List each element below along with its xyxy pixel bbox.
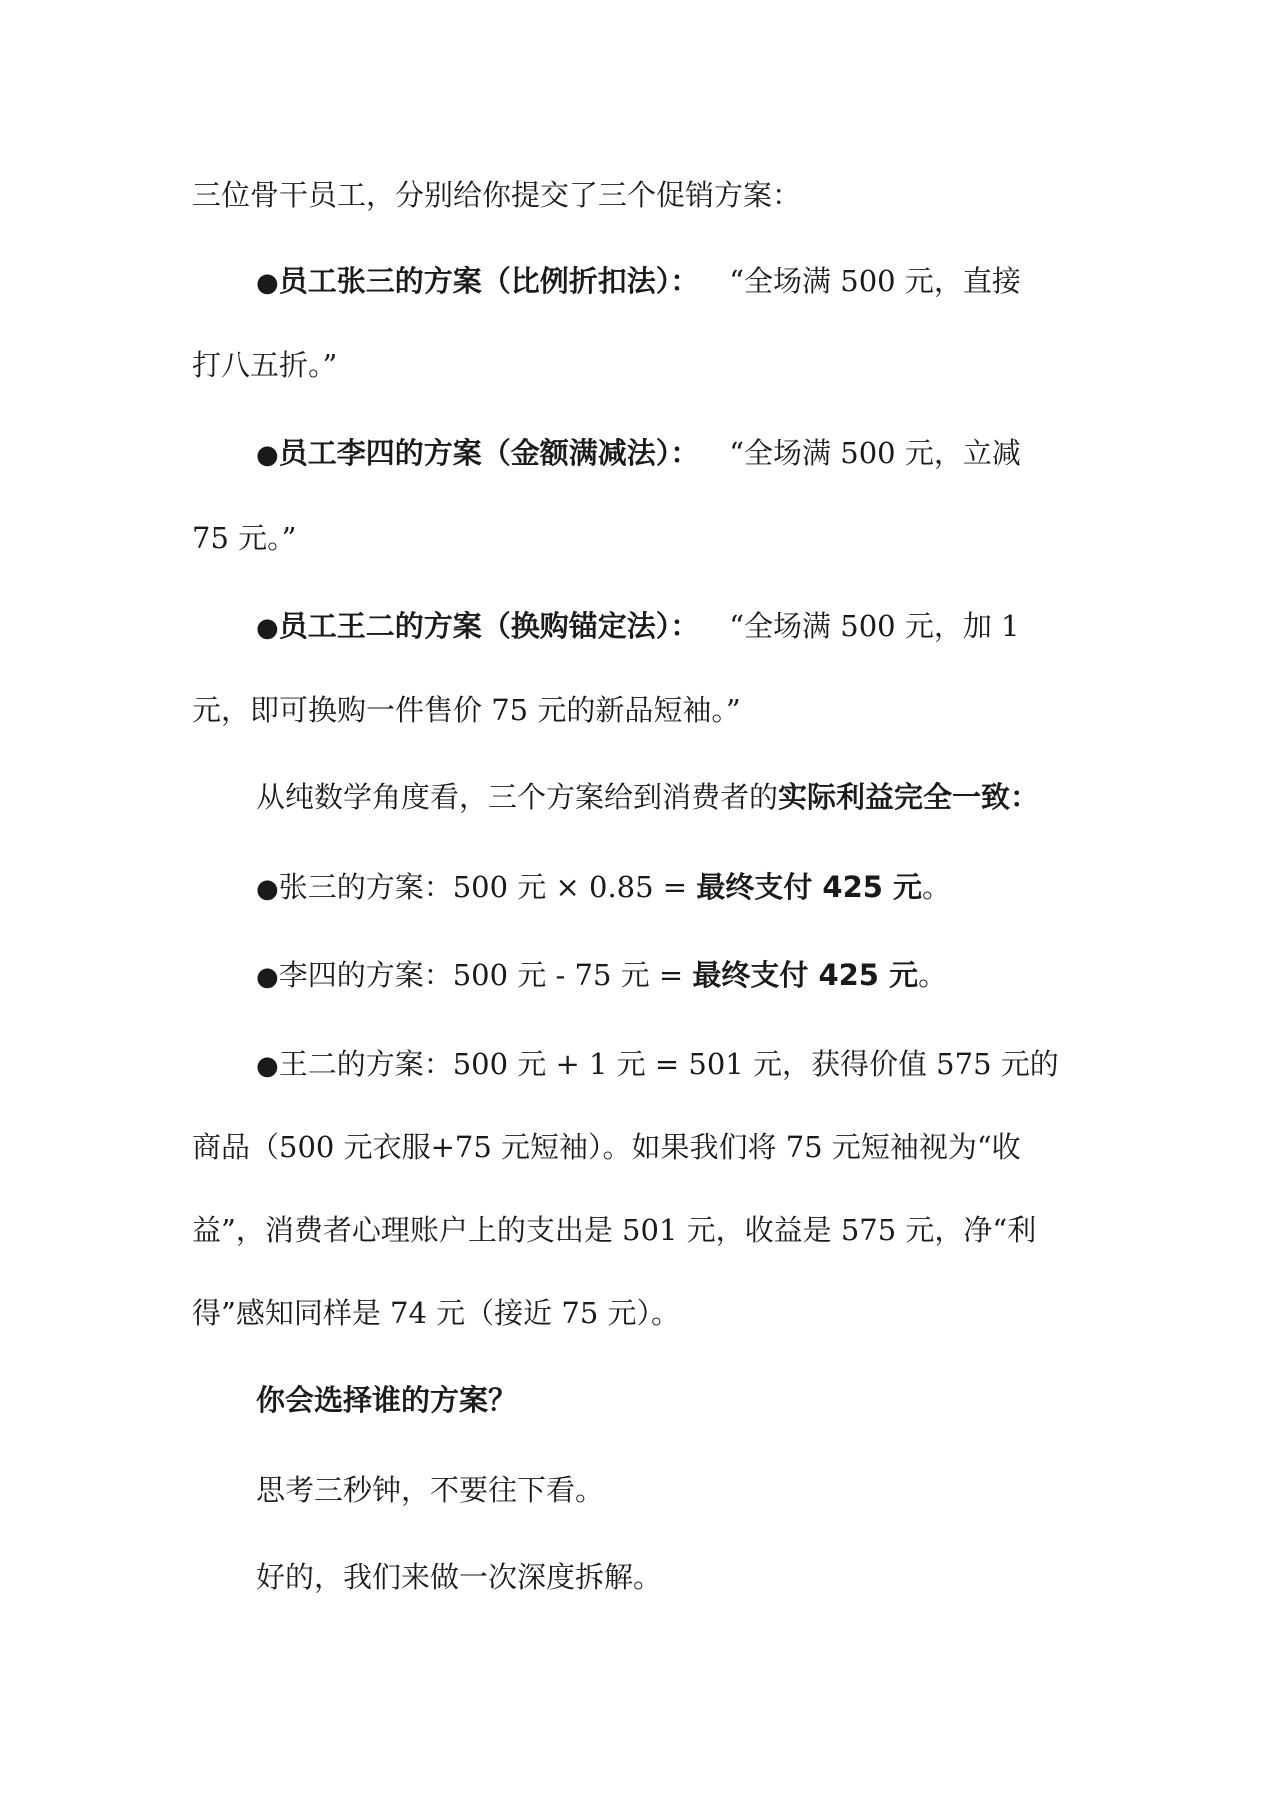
plan-title: 员工李四的方案（金额满减法）： <box>278 436 700 470</box>
think-paragraph: 思考三秒钟，不要往下看。 <box>256 1473 605 1507</box>
intro-paragraph: 三位骨干员工，分别给你提交了三个促销方案： <box>192 178 802 212</box>
plan-quote: “全场满 500 元，直接 <box>729 264 1021 298</box>
plan-wanger-line2: 元，即可换购一件售价 75 元的新品短袖。” <box>192 693 741 727</box>
calc-wanger-line1: ●王二的方案：500 元 + 1 元 = 501 元，获得价值 575 元的 <box>256 1047 1059 1081</box>
plan-zhangsan-line2: 打八五折。” <box>192 348 338 382</box>
bullet-icon: ● <box>256 268 279 298</box>
calc-wanger-line3: 益”，消费者心理账户上的支出是 501 元，收益是 575 元，净“利 <box>192 1213 1037 1247</box>
calc-wanger-line4: 得”感知同样是 74 元（接近 75 元）。 <box>192 1296 681 1330</box>
bullet-icon: ● <box>256 962 279 992</box>
bullet-icon: ● <box>256 440 279 470</box>
bullet-icon: ● <box>256 874 279 904</box>
math-lead-paragraph: 从纯数学角度看，三个方案给到消费者的实际利益完全一致： <box>256 780 1040 814</box>
plan-lisi-line2: 75 元。” <box>192 521 297 555</box>
plan-quote: “全场满 500 元，立减 <box>729 436 1021 470</box>
plan-title: 员工王二的方案（换购锚定法）： <box>278 609 700 643</box>
plan-wanger-line1 <box>256 606 1092 648</box>
plan-zhangsan-line1 <box>256 261 1092 303</box>
plan-lisi-line1 <box>256 433 1092 475</box>
closing-paragraph: 好的，我们来做一次深度拆解。 <box>256 1560 663 1594</box>
plan-quote: “全场满 500 元，加 1 <box>729 609 1020 643</box>
bullet-icon: ● <box>256 1051 279 1081</box>
calc-wanger-line2: 商品（500 元衣服+75 元短袖）。如果我们将 75 元短袖视为“收 <box>192 1130 1021 1164</box>
calc-zhangsan: ●张三的方案：500 元 × 0.85 = 最终支付 425 元。 <box>256 870 952 904</box>
question-heading: 你会选择谁的方案？ <box>256 1383 518 1417</box>
calc-lisi: ●李四的方案：500 元 - 75 元 = 最终支付 425 元。 <box>256 958 948 992</box>
plan-title: 员工张三的方案（比例折扣法）： <box>278 264 700 298</box>
bullet-icon: ● <box>256 613 279 643</box>
